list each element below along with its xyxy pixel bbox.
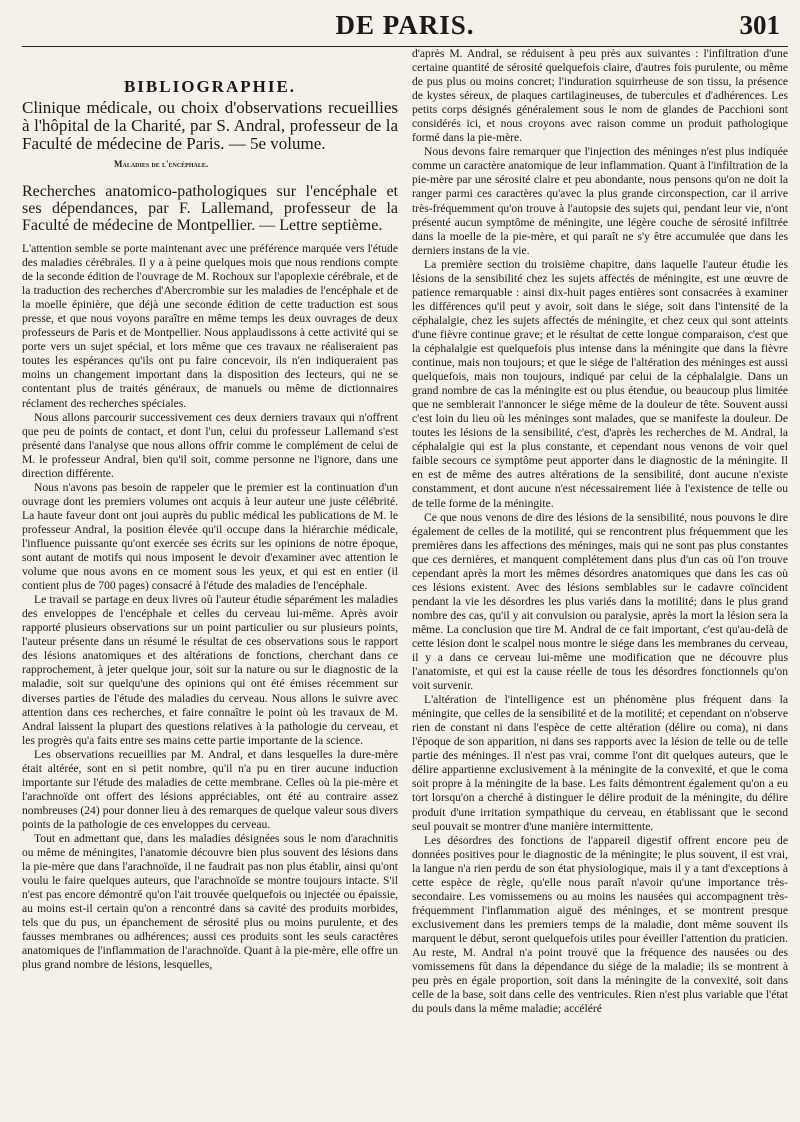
paragraph: Ce que nous venons de dire des lésions de la sensibilité, nous pouvons le dire également de celles de la motilité, qui se rencontrent plus fréquemment que les premières dans les affections des méninges, mais qui ne sont pas plus constantes que ces dernières, et manquent complétement dans plus d'un cas où l'on trouve cependant après la mort les mêmes désordres anatomiques que dans les cas où ces lésions existent. Avec des lésions semblables sur le cadavre coïncident pendant la vie les désordres les plus variés dans la motilité; dans le plus grand nombre des cas, qu'il y ait convulsion ou paralysie, après la mort la lésion sera la même. La conclusion que tire M. Andral de ce fait important, c'est qu'au-delà de cette lésion dont le scalpel nous montre le siége dans les membranes du cerveau, il y a dans ce cerveau lui-même une modification que ne découvre plus l'anatomiste, et qui est la cause réelle de tous les désordres fonctionnels qu'on voit survenir. xyxy=(412,510,788,693)
text-columns xyxy=(22,47,788,1121)
paragraph: La première section du troisième chapitre, dans laquelle l'auteur étudie les lésions de la sensibilité chez les sujets affectés de méningite, est une œuvre de patience remarquable : ainsi dix-huit pages entières sont consacrées à examiner les différences qu'il peut y avoir, soit dans le siége, soit dans l'intensité de la céphalalgie, chez les sujets affectés de méningite, et chez ceux qui sont atteints d'une fièvre continue grave; et le résultat de cette longue comparaison, c'est que la céphalalgie est quelquefois plus intense dans la méningite que dans la fièvre continue, mais non toujours; et que le siége de l'altération des méninges est aussi quelquefois, mais non toujours, indiqué par celui de la céphalalgie. Dans un grand nombre de cas la méningite est ou plus étendue, ou beaucoup plus limitée que ne semblerait l'annoncer le siége même de la douleur de tête. Souvent aussi c'est loin du lieu où les méninges sont malades, que se manifeste la douleur. De toutes les lésions de la sensibilité, c'est, d'après les recherches de M. Andral, la céphalalgie qui est la plus constante, et cependant nous venons de voir quel faible secours ce symptôme peut apporter dans le diagnostic de la méningite. Il en est de même des autres altérations de la sensibilité, dont aucune n'existe constamment, et dont aucune n'est nécessairement liée à l'existence de telle ou de telle forme de la méningite. xyxy=(412,257,788,510)
book-subtitle: Maladies de l'encéphale. xyxy=(114,159,209,169)
section-heading: BIBLIOGRAPHIE. xyxy=(123,77,297,96)
paragraph: Le travail se partage en deux livres où l'auteur étudie séparément les maladies des enveloppes de l'encéphale et celles du cerveau lui-même. Après avoir rapporté plusieurs observations sur un point particulier ou sur plusieurs points, l'auteur présente dans un résumé le résultat de ces observations sous le rapport des lésions anatomiques et des altérations de fonctions, cherchant dans ce rapprochement, à jeter quelque jour, soit sur la nature ou sur le diagnostic de la maladie, soit sur quelqu'une des opinions qui ont été émises récemment sur diverses parties de l'étude des maladies du cerveau. Nous allons le suivre avec attention dans ces recherches, et faire connaître le point où les travaux de M. Andral laissent la plupart des questions relatives à la pathologie du cerveau, et les progrès qu'a faits entre ses mains cette partie importante de la science. xyxy=(22,593,398,747)
running-title: DE PARIS. xyxy=(335,10,475,40)
paragraph: Nous n'avons pas besoin de rappeler que le premier est la continuation d'un ouvrage dont les premiers volumes ont acquis à leur auteur une juste célébrité. La haute faveur dont ont joui auprès du public médical les publications de M. le professeur Andral, la position élevée qu'il occupe dans la hiérarchie médicale, l'influence puissante qu'ont exercée ses écrits sur les opinions de notre époque, sont autant de motifs qui nous imposent le devoir d'examiner avec attention le volume que nous avons en ce moment sous les yeux, et qui est en entier (il contient plus de 700 pages) consacré à l'étude des maladies de l'encéphale. xyxy=(22,480,398,593)
paragraph: Tout en admettant que, dans les maladies désignées sous le nom d'arachnitis ou même de méningites, l'anatomie découvre bien plus souvent des lésions dans la pie-mère que dans l'arachnoïde, il ne faudrait pas non plus établir, ainsi qu'ont voulu le faire quelques auteurs, que l'arachnoïde se montre toujours intacte. S'il n'est pas encore démontré qu'on l'ait trouvée quelquefois ou injectée ou épaissie, au moins est-il certain qu'on a rencontré dans sa cavité des produits morbides, tels que du pus, un épanchement de sérosité plus ou moins purulente, et des fausses membranes ou adhérences; aussi ces produits sont les seuls caractères anatomiques de l'inflammation de l'arachnoïde. Quant à la pie-mère, elle offre un plus grand nombre de lésions, lesquelles, xyxy=(22,831,398,972)
paragraph: Nous allons parcourir successivement ces deux derniers travaux qui n'offrent que peu de points de contact, et dont l'un, celui du professeur Lallemand s'est présenté dans l'analyse que nous allons offrir comme le complément de celui de M. le professeur Andral, bien qu'il soit, comme personne ne l'ignore, dans une direction différente. xyxy=(22,410,398,480)
paragraph: L'attention semble se porte maintenant avec une préférence marquée vers l'étude des maladies cérébrales. Il y a à peine quelques mois que nous rendions compte de la seconde édition de l'ouvrage de M. Rochoux sur l'apoplexie cérébrale, et de la traduction des recherches d'Abercrombie sur les maladies de l'encéphale et de la moelle épinière, que déjà une seconde édition de cette traduction est sous presse, et que nous voyons paraître en même temps les deux ouvrages de deux professeurs de Paris et de Montpellier. Nous applaudissons à cette activité qui se porte vers un sujet spécial, et lors même que ces travaux ne réaliseraient pas toutes les espérances qu'ils ont pu faire concevoir, ils n'en indiqueraient pas moins un changement important dans la disposition des lecteurs, qui ne se contentant plus de traités généraux, de manuels ou même de dictionnaires réclament des recherches spéciales. xyxy=(22,242,398,410)
paragraph: L'altération de l'intelligence est un phénomène plus fréquent dans la méningite, que celles de la sensibilité et de la motilité; et cependant on n'observe rien de constant ni dans l'espèce de cette altération (délire ou coma), ni dans l'époque de son apparition, ni dans ses rapports avec la lésion de telle ou de telle partie des méninges. Il n'est pas vrai, comme l'ont dit quelques auteurs, que le délire appartienne exclusivement à la méningite de la convexité, et que le coma soit propre à la méningite de la base. Les faits démontrent également qu'on a eu tort lorsqu'on a cherché à distinguer le délire produit de la méningite, du délire produit d'une irritation sympathique du cerveau, en établissant que le second seul pouvait se montrer d'une manière intermittente. xyxy=(412,693,788,833)
article-title: Recherches anatomico-pathologiques sur l'encéphale et ses dépendances, par F. Lallemand, professeur de la Faculté de médecine de Montpellier. — Lettre septième. xyxy=(22,183,398,234)
book-title: Clinique médicale, ou choix d'observations recueillies à l'hôpital de la Charité, par S. Andral, professeur de la Faculté de médecine de Paris. — 5e volume. xyxy=(22,98,398,153)
paragraph: Nous devons faire remarquer que l'injection des méninges n'est plus indiquée comme un caractère anatomique de leur inflammation. Quant à l'infiltration de la pie-mère par une sérosité claire et peu abondante, nous pensons qu'on ne doit la ranger parmi ces caractères qu'avec la plus grande circonspection, car il arrive très-fréquemment qu'on trouve à l'autopsie des sujets qui, pendant leur vie, n'ont présenté aucun symptôme de méningite, une légère couche de sérosité infiltrée dans la moelle de la pie-mère, et qui paraît ne s'y être accumulée que dans les derniers instans de la vie. xyxy=(412,145,788,257)
left-column xyxy=(22,47,398,1121)
paragraph: d'après M. Andral, se réduisent à peu près aux suivantes : l'infiltration d'une certaine quantité de sérosité quelquefois claire, d'autres fois purulente, ou même de pus plus ou moins concret; l'induration squirrheuse de son tissu, la présence de kystes séreux, de plaques cartilagineuses, de tubercules et d'adhérences. Les petits corps désignés généralement sous le nom de glandes de Pacchioni sont considérés ici, et nous croyons avec raison comme un produit pathologique formé dans la pie-mère. xyxy=(412,47,788,145)
paragraph: Les désordres des fonctions de l'appareil digestif offrent encore peu de données positives pour le diagnostic de la méningite; le plus souvent, il est vrai, la langue n'a rien perdu de son état physiologique, mais il y a tant d'exceptions à cette espèce de règle, qu'elle nous paraît n'avoir qu'une importance très-secondaire. Les vomissemens ou au moins les nausées qui accompagnent très-fréquemment l'inflammation aiguë des méninges, et se montrent presque exclusivement dans les premiers temps de la maladie, dont même souvent ils marquent le début, seront quelquefois utiles pour éveiller l'attention du praticien. Au reste, M. Andral n'a point trouvé que la fréquence des nausées ou des vomissemens fût dans la dépendance du siége de la maladie; ils se montrent à peu près en égale proportion, soit dans la méningite de la convexité, soit dans celle de la base, soit dans celle des ventricules. Rien n'est plus variable que l'état du pouls dans la même maladie; accéléré xyxy=(412,833,788,1016)
page-number: 301 xyxy=(739,10,780,40)
running-head xyxy=(22,8,788,47)
right-column xyxy=(412,47,788,1121)
paragraph: Les observations recueillies par M. Andral, et dans lesquelles la dure-mère était altérée, sont en si petit nombre, qu'il n'a pu en tirer aucune induction importante sur l'étude des maladies de cette membrane. Celles où la pie-mère et l'arachnoïde ont offert des lésions appréciables, ont été au contraire assez nombreuses (24) pour donner lieu à des remarques de quelque valeur sous divers points de la pathologie de ces enveloppes du cerveau. xyxy=(22,747,398,831)
